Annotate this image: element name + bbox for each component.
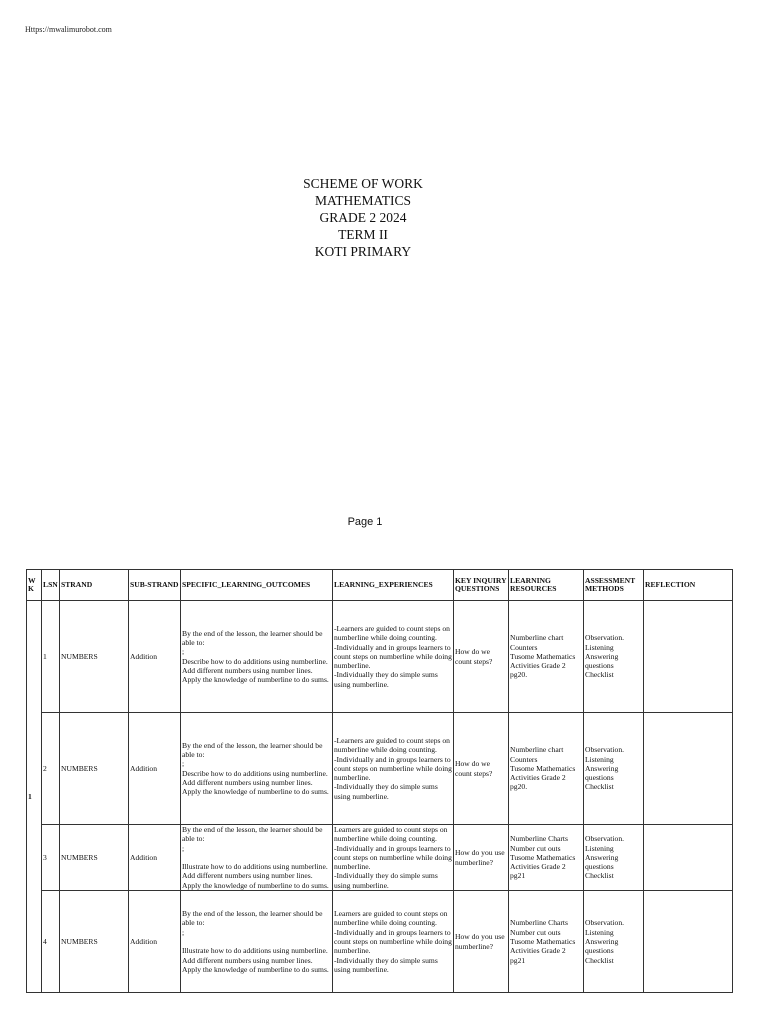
lesson-cell: 4 <box>42 891 60 993</box>
experiences-cell <box>333 713 454 825</box>
assessment-cell-line: Observation. <box>585 633 625 643</box>
sub-strand-cell: Addition <box>129 891 181 993</box>
resources-cell <box>509 601 584 713</box>
outcomes-cell-line: By the end of the lesson, the learner should be able to: <box>182 825 323 844</box>
outcomes-cell-line: Add different numbers using number lines. <box>182 777 313 787</box>
strand-cell: NUMBERS <box>60 891 129 993</box>
resources-cell-line: Numberline chart <box>510 633 564 643</box>
resources-cell-line: Tusome Mathematics Activities Grade 2 pg21 <box>510 936 576 965</box>
experiences-cell-line: -Learners are guided to count steps on numberline while doing counting. <box>334 623 450 643</box>
resources-cell-line: Counters <box>510 642 538 652</box>
assessment-cell-line: Answering questions <box>585 852 619 872</box>
assessment-cell-line: Listening <box>585 927 614 937</box>
resources-cell-line: Counters <box>510 754 538 764</box>
resources-cell-line: Tusome Mathematics Activities Grade 2 pg20. <box>510 651 576 680</box>
column-header: LEARNING RESOURCES <box>509 570 584 601</box>
inquiry-question-cell: How do you use numberline? <box>454 891 509 993</box>
table-row <box>27 825 733 891</box>
column-header: STRAND <box>60 570 129 601</box>
resources-cell-line: Numberline chart <box>510 745 564 755</box>
outcomes-cell-line: Illustrate how to do additions using numberline. <box>182 862 328 872</box>
outcomes-cell <box>181 713 333 825</box>
scheme-of-work-table <box>26 569 733 993</box>
assessment-cell-line: Checklist <box>585 955 614 965</box>
resources-cell-line: Numberline Charts <box>510 834 568 844</box>
outcomes-cell-line: Apply the knowledge of numberline to do sums. <box>182 675 329 685</box>
outcomes-cell <box>181 825 333 891</box>
table-header-row <box>27 570 733 601</box>
table-row <box>27 891 733 993</box>
strand-cell: NUMBERS <box>60 825 129 891</box>
sub-strand-cell: Addition <box>129 825 181 891</box>
experiences-cell-line: -Individually they do simple sums using numberline. <box>334 782 438 801</box>
outcomes-cell-line: ; <box>182 843 185 853</box>
outcomes-cell-line: ; <box>182 647 185 657</box>
column-header: KEY INQUIRY QUESTIONS <box>454 570 509 601</box>
inquiry-question-cell: How do you use numberline? <box>454 825 509 891</box>
outcomes-cell-line: Describe how to do additions using numberline. <box>182 656 328 666</box>
column-header: LEARNING_EXPERIENCES <box>333 570 454 601</box>
source-url: Https://mwalimurobot.com <box>25 25 112 34</box>
resources-cell-line: Number cut outs <box>510 927 561 937</box>
page-number: Page 1 <box>347 516 383 528</box>
table-row <box>27 713 733 825</box>
assessment-cell-line: Checklist <box>585 871 614 881</box>
outcomes-cell <box>181 601 333 713</box>
experiences-cell <box>333 825 454 891</box>
title-line: MATHEMATICS <box>314 193 411 208</box>
assessment-cell-line: Answering questions <box>585 936 619 956</box>
experiences-cell-line: -Individually and in groups learners to count steps on numberline while doing numberline. <box>334 927 452 956</box>
title-line: KOTI PRIMARY <box>314 244 412 259</box>
resources-cell-line: Numberline Charts <box>510 918 568 928</box>
experiences-cell-line: -Individually and in groups learners to count steps on numberline while doing numberline. <box>334 843 452 872</box>
column-header: SUB-STRAND <box>129 570 181 601</box>
reflection-cell <box>644 601 733 713</box>
experiences-cell-line: -Individually they do simple sums using numberline. <box>334 871 438 890</box>
lesson-cell: 1 <box>42 601 60 713</box>
resources-cell-line: Tusome Mathematics Activities Grade 2 pg21 <box>510 852 576 881</box>
outcomes-cell-line: Add different numbers using number lines. <box>182 955 313 965</box>
outcomes-cell <box>181 891 333 993</box>
reflection-cell <box>644 713 733 825</box>
inquiry-question-cell: How do we count steps? <box>454 601 509 713</box>
outcomes-cell-line: By the end of the lesson, the learner should be able to: <box>182 909 323 928</box>
experiences-cell-line: -Learners are guided to count steps on numberline while doing counting. <box>334 735 450 755</box>
outcomes-cell-line: ; <box>182 759 185 769</box>
experiences-cell-line: Learners are guided to count steps on numberline while doing counting. <box>334 825 448 844</box>
outcomes-cell-line: Apply the knowledge of numberline to do sums. <box>182 880 329 890</box>
assessment-cell-line: Checklist <box>585 670 614 680</box>
assessment-cell-line: Checklist <box>585 782 614 792</box>
resources-cell-line: Number cut outs <box>510 843 561 853</box>
resources-cell <box>509 713 584 825</box>
assessment-cell <box>584 825 644 891</box>
assessment-cell-line: Listening <box>585 642 614 652</box>
experiences-cell <box>333 601 454 713</box>
outcomes-cell-line: Illustrate how to do additions using numberline. <box>182 946 328 956</box>
assessment-cell-line: Answering questions <box>585 651 619 671</box>
strand-cell: NUMBERS <box>60 601 129 713</box>
column-header: REFLECTION <box>644 570 733 601</box>
title-line: TERM II <box>338 227 388 242</box>
title-line: GRADE 2 2024 <box>319 210 407 225</box>
assessment-cell-line: Answering questions <box>585 763 619 783</box>
reflection-cell <box>644 825 733 891</box>
outcomes-cell-line: Add different numbers using number lines. <box>182 665 313 675</box>
resources-cell <box>509 891 584 993</box>
outcomes-cell-line: Add different numbers using number lines. <box>182 871 313 881</box>
experiences-cell-line: -Individually and in groups learners to count steps on numberline while doing numberline. <box>334 642 452 671</box>
outcomes-cell-line: Apply the knowledge of numberline to do sums. <box>182 787 329 797</box>
assessment-cell-line: Observation. <box>585 834 625 844</box>
column-header: LSN <box>42 570 60 601</box>
experiences-cell-line: Learners are guided to count steps on numberline while doing counting. <box>334 909 448 928</box>
outcomes-cell-line <box>182 937 331 946</box>
experiences-cell-line: -Individually and in groups learners to count steps on numberline while doing numberline. <box>334 754 452 783</box>
sub-strand-cell: Addition <box>129 601 181 713</box>
lesson-cell: 3 <box>42 825 60 891</box>
document-title <box>0 175 726 260</box>
column-header: SPECIFIC_LEARNING_OUTCOMES <box>181 570 333 601</box>
assessment-cell-line: Listening <box>585 754 614 764</box>
assessment-cell-line: Listening <box>585 843 614 853</box>
column-header: WK <box>27 570 42 601</box>
outcomes-cell-line: ; <box>182 927 185 937</box>
assessment-cell-line: Observation. <box>585 918 625 928</box>
outcomes-cell-line: Apply the knowledge of numberline to do sums. <box>182 964 329 974</box>
assessment-cell <box>584 891 644 993</box>
title-line: SCHEME OF WORK <box>303 176 423 191</box>
outcomes-cell-line: By the end of the lesson, the learner should be able to: <box>182 628 323 647</box>
column-header: ASSESSMENT METHODS <box>584 570 644 601</box>
inquiry-question-cell: How do we count steps? <box>454 713 509 825</box>
assessment-cell-line: Observation. <box>585 745 625 755</box>
table-row <box>27 601 733 713</box>
strand-cell: NUMBERS <box>60 713 129 825</box>
experiences-cell <box>333 891 454 993</box>
resources-cell <box>509 825 584 891</box>
assessment-cell <box>584 713 644 825</box>
resources-cell-line: Tusome Mathematics Activities Grade 2 pg20. <box>510 763 576 792</box>
lesson-cell: 2 <box>42 713 60 825</box>
outcomes-cell-line: By the end of the lesson, the learner should be able to: <box>182 740 323 759</box>
reflection-cell <box>644 891 733 993</box>
outcomes-cell-line: Describe how to do additions using numberline. <box>182 768 328 778</box>
sub-strand-cell: Addition <box>129 713 181 825</box>
experiences-cell-line: -Individually they do simple sums using numberline. <box>334 670 438 689</box>
outcomes-cell-line <box>182 853 331 862</box>
experiences-cell-line: -Individually they do simple sums using numberline. <box>334 955 438 974</box>
assessment-cell <box>584 601 644 713</box>
week-cell: 1 <box>27 601 42 993</box>
